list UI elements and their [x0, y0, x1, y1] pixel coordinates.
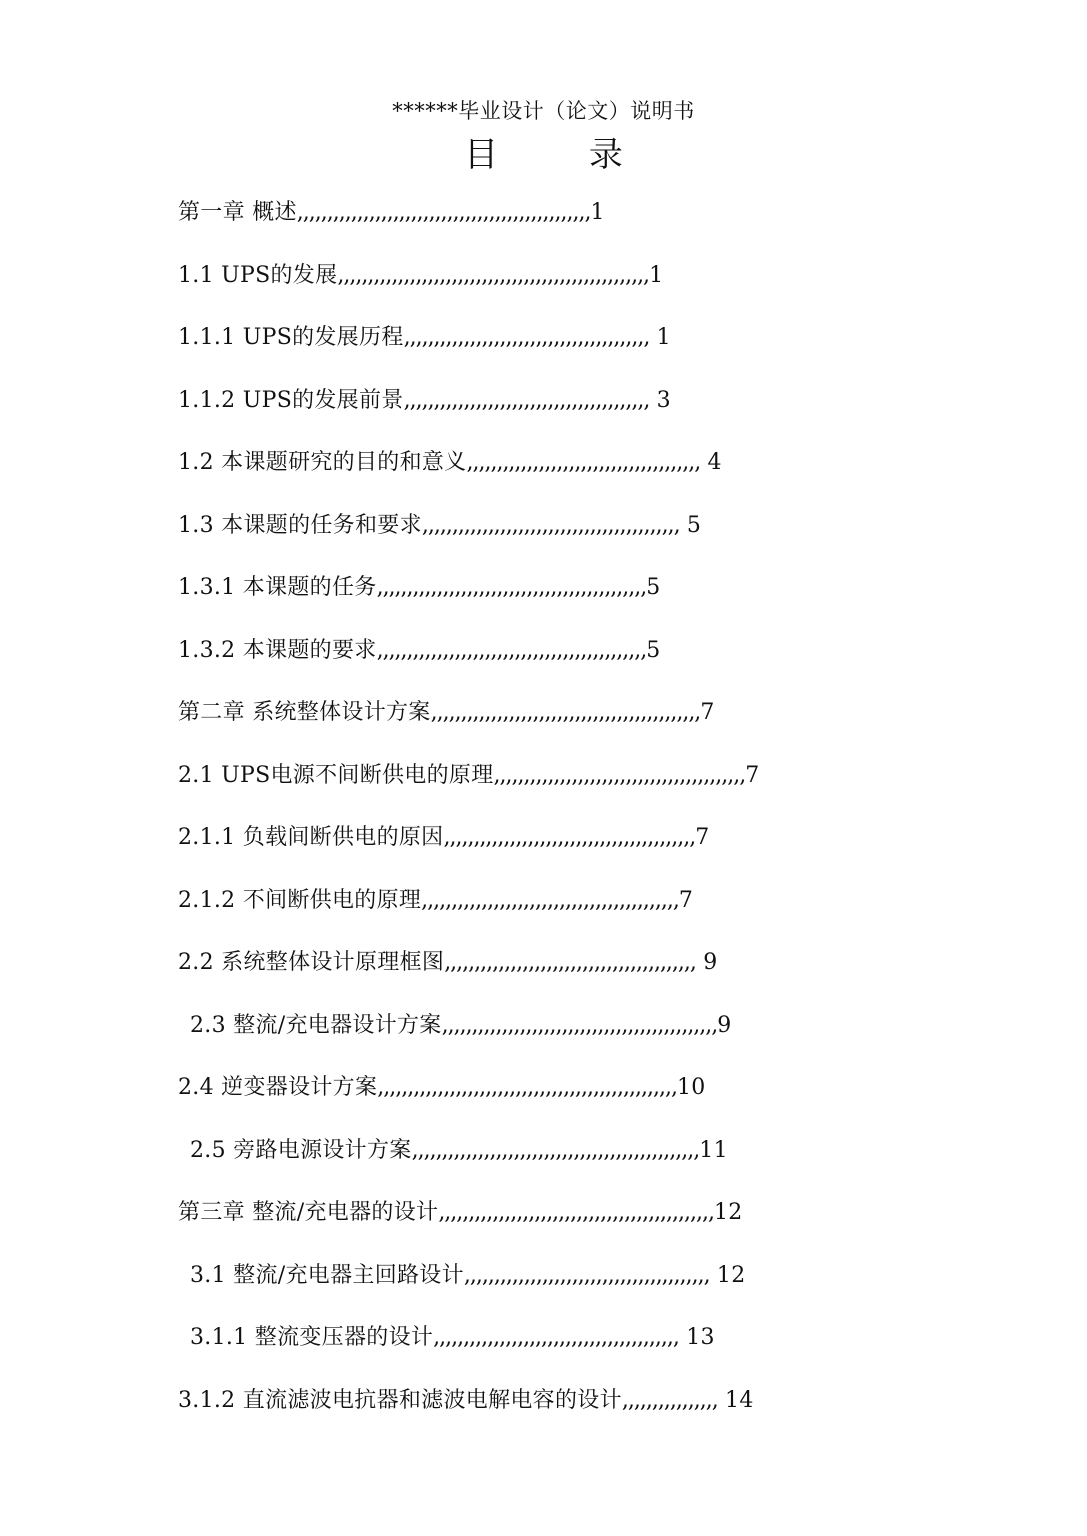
toc-item-label: 第二章 系统整体设计方案 [178, 700, 431, 725]
toc-item-page: 1 [649, 263, 664, 288]
toc-item-page: 5 [646, 575, 661, 600]
toc-item-leader: ,,,,,,,,,,,,,,,,,,,,,,,,,,,,,,,,,,,,,,,,,, [444, 950, 696, 975]
toc-item-leader: ,,,,,,,,,,,,,,,,,,,,,,,,,,,,,,,,,,,,,,,,,,,,, [376, 638, 647, 663]
toc-item-leader: ,,,,,,,,,,,,,,,,,,,,,,,,,,,,,,,,,,,,,,,,,,,,,,,,,, [377, 1075, 677, 1100]
toc-item-page: 7 [700, 700, 715, 725]
toc-item[interactable] [178, 575, 661, 601]
toc-item[interactable] [190, 1138, 728, 1164]
toc-item-page: 1 [590, 200, 605, 225]
toc-item-label: 1.3 本课题的任务和要求 [178, 513, 422, 538]
toc-item-page: 10 [676, 1075, 706, 1100]
toc-item-label: 2.1.2 不间断供电的原理 [178, 888, 422, 913]
toc-item-page: 7 [695, 825, 710, 850]
toc-item-leader: ,,,,,,,,,,,,,,,,,,,,,,,,,,,,,,,,,,,,,,,,, [433, 1325, 679, 1350]
toc-item-page: 5 [679, 513, 702, 538]
toc-item-leader: ,,,,,,,,,,,,,,,,,,,,,,,,,,,,,,,,,,,,,,,,,,,,,,,, [411, 1138, 700, 1163]
toc-item-label: 1.3.2 本课题的要求 [178, 638, 377, 663]
toc-item[interactable] [178, 700, 715, 726]
toc-item-leader: ,,,,,,,,,,,,,,,,,,,,,,,,,,,,,,,,,,,,,,,,,,,,,, [438, 1200, 714, 1225]
toc-item[interactable] [178, 1200, 743, 1226]
toc-item-page: 5 [646, 638, 661, 663]
toc-item-leader: ,,,,,,,,,,,,,,,,,,,,,,,,,,,,,,,,,,,,,,,,,,,,,, [441, 1013, 718, 1038]
toc-item-page: 14 [717, 1388, 754, 1413]
toc-item-page: 12 [714, 1200, 743, 1225]
toc-item-page: 9 [717, 1013, 732, 1038]
toc-item-leader: ,,,,,,,,,,,,,,,, [621, 1388, 718, 1413]
toc-item[interactable] [178, 950, 718, 976]
toc-item-page: 9 [695, 950, 718, 975]
toc-item[interactable] [178, 825, 710, 851]
toc-item[interactable] [178, 263, 663, 289]
toc-item-leader: ,,,,,,,,,,,,,,,,,,,,,,,,,,,,,,,,,,,,,,,,,, [493, 763, 746, 788]
toc-item[interactable] [178, 638, 661, 664]
toc-item[interactable] [178, 1075, 706, 1101]
toc-item-page: 11 [699, 1138, 728, 1163]
toc-item-label: 1.1.1 UPS的发展历程 [178, 325, 404, 350]
toc-item-label: 1.3.1 本课题的任务 [178, 575, 377, 600]
toc-item-leader: ,,,,,,,,,,,,,,,,,,,,,,,,,,,,,,,,,,,,,,, [466, 450, 701, 475]
document-header: ******毕业设计（论文）说明书 [392, 99, 695, 123]
toc-item-leader: ,,,,,,,,,,,,,,,,,,,,,,,,,,,,,,,,,,,,,,,,,,,,,,,,,,,, [337, 263, 650, 288]
toc-item-label: 2.2 系统整体设计原理框图 [178, 950, 445, 975]
toc-item[interactable] [178, 450, 722, 476]
toc-item-label: 2.1 UPS电源不间断供电的原理 [178, 763, 494, 788]
toc-item-leader: ,,,,,,,,,,,,,,,,,,,,,,,,,,,,,,,,,,,,,,,,,,, [421, 513, 680, 538]
toc-item-label: 2.1.1 负载间断供电的原因 [178, 825, 444, 850]
toc-item-leader: ,,,,,,,,,,,,,,,,,,,,,,,,,,,,,,,,,,,,,,,,,,,,,,,,, [296, 200, 591, 225]
toc-item-label: 3.1 整流/充电器主回路设计 [190, 1263, 464, 1288]
toc-item-leader: ,,,,,,,,,,,,,,,,,,,,,,,,,,,,,,,,,,,,,,,,,, [443, 825, 696, 850]
toc-item-page: 7 [745, 763, 760, 788]
toc-item[interactable] [190, 1013, 732, 1039]
toc-item-label: 3.1.2 直流滤波电抗器和滤波电解电容的设计 [178, 1388, 622, 1413]
toc-item-leader: ,,,,,,,,,,,,,,,,,,,,,,,,,,,,,,,,,,,,,,,,, [403, 325, 650, 350]
toc-item-label: 第三章 整流/充电器的设计 [178, 1200, 439, 1225]
toc-item-leader: ,,,,,,,,,,,,,,,,,,,,,,,,,,,,,,,,,,,,,,,,, [403, 388, 650, 413]
toc-item[interactable] [178, 513, 701, 539]
toc-item[interactable] [178, 763, 760, 789]
toc-item-label: 2.4 逆变器设计方案 [178, 1075, 378, 1100]
toc-item-page: 1 [649, 325, 671, 350]
toc-item-leader: ,,,,,,,,,,,,,,,,,,,,,,,,,,,,,,,,,,,,,,,,, [463, 1263, 710, 1288]
page-title: 目 录 [464, 135, 663, 175]
toc-item-label: 3.1.1 整流变压器的设计 [190, 1325, 434, 1350]
toc-item[interactable] [178, 888, 693, 914]
toc-item[interactable] [178, 325, 671, 351]
toc-item-label: 1.2 本课题研究的目的和意义 [178, 450, 467, 475]
toc-item-page: 3 [649, 388, 671, 413]
toc-item-leader: ,,,,,,,,,,,,,,,,,,,,,,,,,,,,,,,,,,,,,,,,,,,,, [430, 700, 701, 725]
toc-item[interactable] [178, 200, 605, 226]
toc-item-label: 2.3 整流/充电器设计方案 [190, 1013, 442, 1038]
toc-item-label: 1.1 UPS的发展 [178, 263, 338, 288]
toc-item[interactable] [178, 388, 671, 414]
toc-item-page: 13 [678, 1325, 715, 1350]
toc-item-label: 1.1.2 UPS的发展前景 [178, 388, 404, 413]
toc-item-page: 12 [709, 1263, 746, 1288]
toc-item-page: 7 [678, 888, 694, 913]
toc-item-label: 2.5 旁路电源设计方案 [190, 1138, 412, 1163]
toc-item[interactable] [190, 1325, 715, 1351]
toc-item-leader: ,,,,,,,,,,,,,,,,,,,,,,,,,,,,,,,,,,,,,,,,,,,,, [376, 575, 647, 600]
toc-item[interactable] [190, 1263, 746, 1289]
toc-item[interactable] [178, 1388, 754, 1414]
toc-item-page: 4 [700, 450, 722, 475]
toc-item-label: 第一章 概述 [178, 200, 297, 225]
toc-item-leader: ,,,,,,,,,,,,,,,,,,,,,,,,,,,,,,,,,,,,,,,,,,, [421, 888, 679, 913]
